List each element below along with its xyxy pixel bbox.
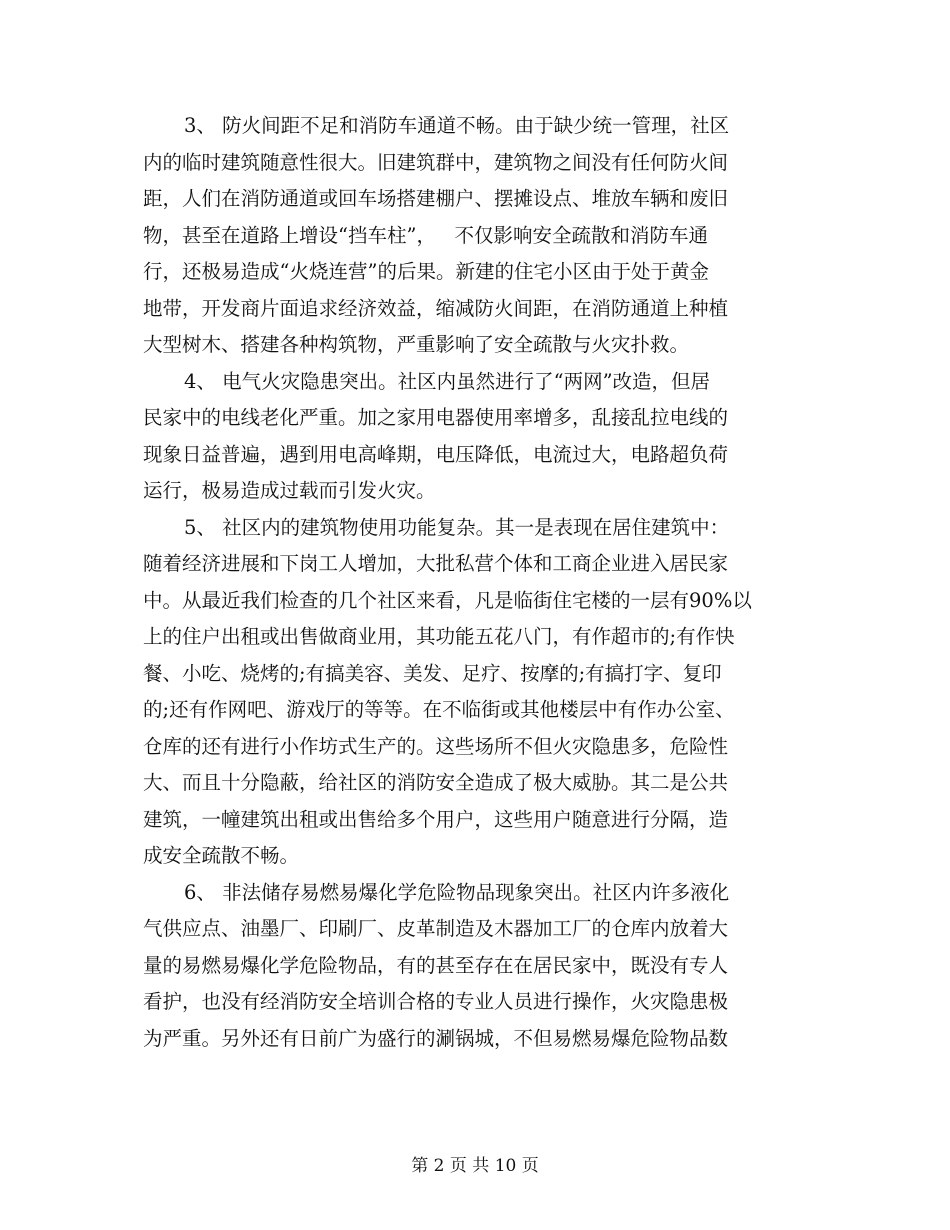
- paragraph-line: 行，还极易造成“火烧连营”的后果。新建的住宅小区由于处于黄金: [143, 260, 709, 283]
- paragraph-line: 6、 非法储存易燃易爆化学危险物品现象突出。社区内许多液化: [184, 880, 730, 904]
- paragraph-line: 现象日益普遍，遇到用电高峰期，电压降低，电流过大，电路超负荷: [143, 442, 729, 466]
- paragraph-line: 民家中的电线老化严重。加之家用电器使用率增多，乱接乱拉电线的: [143, 406, 729, 429]
- paragraph-line: 大、而且十分隐蔽，给社区的消防安全造成了极大威胁。其二是公共: [143, 771, 729, 794]
- paragraph-line: 内的临时建筑随意性很大。旧建筑群中，建筑物之间没有任何防火间: [143, 150, 729, 174]
- paragraph-line: 上的住户出租或出售做商业用，其功能五花八门，有作超市的;有作快: [143, 625, 735, 648]
- paragraph-line: 5、 社区内的建筑物使用功能复杂。其一是表现在居住建筑中：: [184, 515, 730, 539]
- paragraph-line: 看护，也没有经消防安全培训合格的专业人员进行操作，火灾隐患极: [143, 990, 729, 1013]
- paragraph-3: [143, 108, 809, 364]
- paragraph-line: 4、 电气火灾隐患突出。社区内虽然进行了“两网”改造，但居: [184, 369, 711, 393]
- document-body: [143, 108, 809, 1057]
- paragraph-line: 建筑，一幢建筑出租或出售给多个用户，这些用户随意进行分隔，造: [143, 807, 729, 831]
- page-number-footer: 第 2 页 共 10 页: [411, 1156, 539, 1176]
- paragraph-line: 地带，开发商片面追求经济效益，缩减防火间距，在消防通道上种植: [143, 296, 729, 320]
- paragraph-line: 成安全疏散不畅。: [143, 844, 300, 867]
- paragraph-5: [143, 510, 809, 875]
- paragraph-line: 物，甚至在道路上增设“挡车柱”， 不仅影响安全疏散和消防车通: [143, 223, 709, 247]
- paragraph-line: 仓库的还有进行小作坊式生产的。这些场所不但火灾隐患多，危险性: [143, 734, 729, 758]
- paragraph-line: 量的易燃易爆化学危险物品，有的甚至存在在居民家中，既没有专人: [143, 953, 729, 977]
- paragraph-line: 随着经济进展和下岗工人增加，大批私营个体和工商企业进入居民家: [143, 552, 729, 575]
- paragraph-line: 气供应点、油墨厂、印刷厂、皮革制造及木器加工厂的仓库内放着大: [143, 917, 729, 940]
- paragraph-line: 距，人们在消防通道或回车场搭建棚户、摆摊设点、堆放车辆和废旧: [143, 187, 729, 210]
- paragraph-line: 3、 防火间距不足和消防车通道不畅。由于缺少统一管理，社区: [184, 114, 730, 137]
- paragraph-4: [143, 364, 809, 510]
- paragraph-line: 大型树木、搭建各种构筑物，严重影响了安全疏散与火灾扑救。: [143, 333, 690, 356]
- paragraph-line: 餐、小吃、烧烤的;有搞美容、美发、足疗、按摩的;有搞打字、复印: [143, 661, 722, 685]
- paragraph-line: 运行，极易造成过载而引发火灾。: [143, 479, 436, 502]
- paragraph-line: 中。从最近我们检查的几个社区来看，凡是临街住宅楼的一层有90%以: [143, 588, 752, 612]
- paragraph-6: [143, 875, 809, 1058]
- paragraph-line: 为严重。另外还有日前广为盛行的涮锅城，不但易燃易爆危险物品数: [143, 1026, 729, 1050]
- paragraph-line: 的;还有作网吧、游戏厅的等等。在不临街或其他楼层中有作办公室、: [143, 698, 735, 721]
